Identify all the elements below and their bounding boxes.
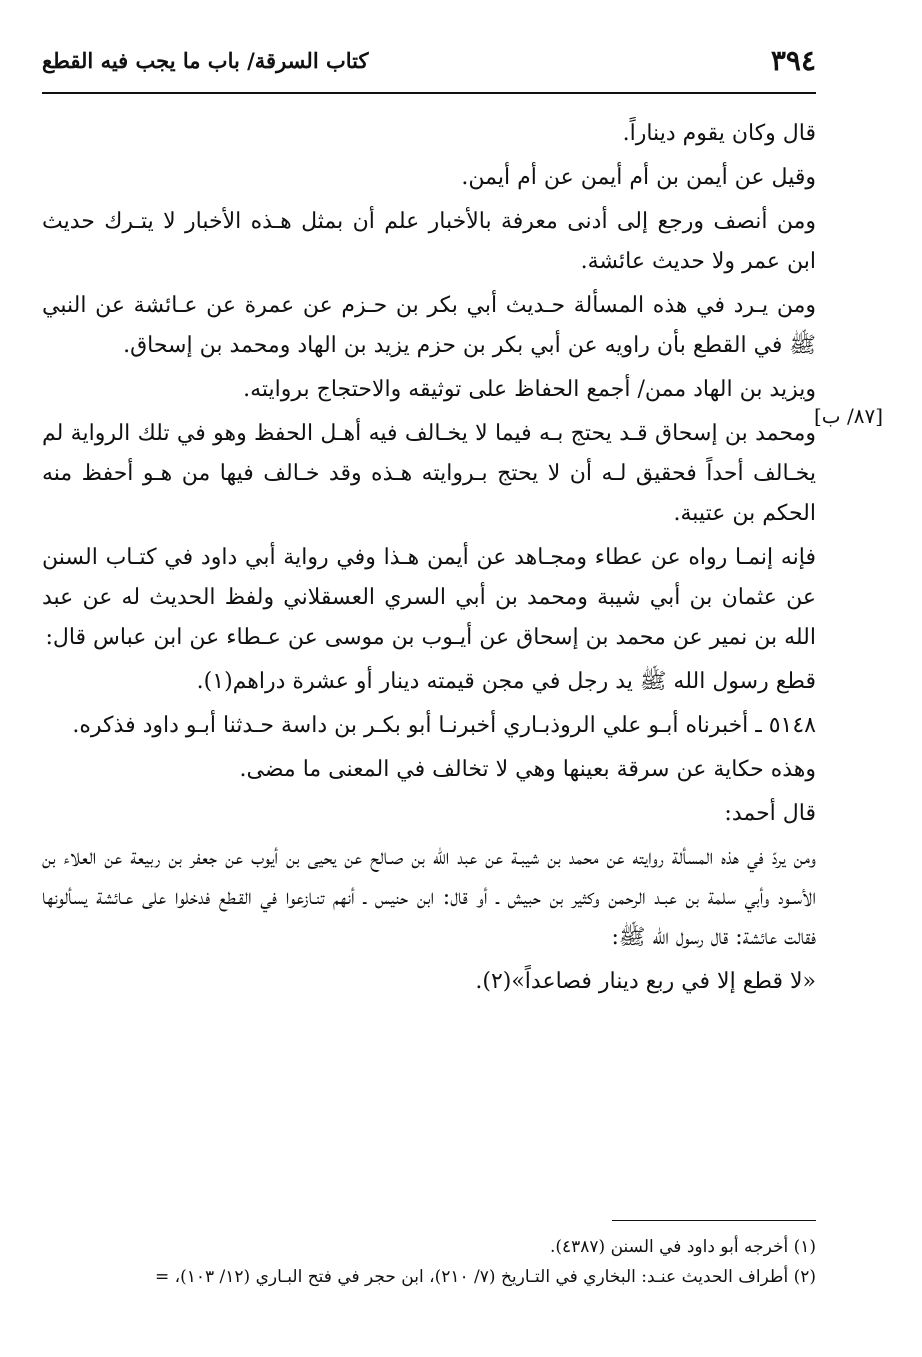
manuscript-folio-note: [٨٧/ ب]: [814, 404, 884, 428]
paragraph-4: ومن يـرد في هذه المسألة حـديث أبي بكر بن حـزم عن عمرة عن عـائشة عن النبي ﷺ في القطع بأن راويه عن أبي بكر بن حزم يزيد بن الهاد ومحمد بن إسحاق.: [42, 293, 816, 358]
paragraph-8-hadith: قطع رسول الله ﷺ يد رجل في مجن قيمته دينار أو عشرة دراهم(١).: [196, 669, 816, 694]
footnote-1: (١) أخرجه أبو داود في السنن (٤٣٨٧).: [549, 1237, 816, 1257]
footnotes: [20, 1232, 816, 1292]
paragraph-10: وهذه حكاية عن سرقة بعينها وهي لا تخالف في المعنى ما مضى.: [239, 757, 816, 782]
running-head: [42, 44, 816, 86]
chapter-title: كتاب السرقة/ باب ما يجب فيه القطع: [42, 48, 369, 73]
paragraph-5: ويزيد بن الهاد ممن/ أجمع الحفاظ على توثيقه والاحتجاج بروايته.: [243, 377, 816, 402]
paragraph-9-numbered: ٥١٤٨ ـ أخبرناه أبـو علي الروذبـاري أخبرنـا أبو بكـر بن داسة حـدثنا أبـو داود فذكره.: [72, 713, 816, 738]
paragraph-6: ومحمد بن إسحاق قـد يحتج بـه فيما لا يخـالف فيه أهـل الحفظ وهو في تلك الرواية لم يخـالف أحداً فحقيق لـه أن لا يحتج بـروايته هـذه وقد خـالف فيها من هـو أحفظ منه الحكم بن عتيبة.: [42, 421, 816, 526]
footnote-divider: [612, 1220, 816, 1221]
paragraph-11: قال أحمد:: [724, 801, 816, 826]
paragraph-12: ومن يردّ في هذه المسألة روايته عن محمد بن شيبـة عن عبد الله بن صـالح عن يحيى بن أيوب عن جعفر بن ربيعة عن العلاء بن الأسـود وأبي سلمة بن عبـد الرحمن وكثير بن حبيش ـ أو قال: ابن حنيس ـ أنهم تنـازعوا في القـطع فدخلوا على عـائشة يسألونها فقالت عائشة: قال رسول الله ﷺ:: [42, 845, 816, 950]
paragraph-2: وقيل عن أيمن بن أم أيمن عن أم أيمن.: [461, 165, 816, 190]
footnote-2: (٢) أطراف الحديث عنـد: البخاري في التـاريخ (٧/ ٢١٠)، ابن حجر في فتح البـاري (١٢/ ١٠٣)، =: [154, 1267, 816, 1287]
paragraph-1: قال وكان يقوم ديناراً.: [622, 121, 816, 146]
paragraph-7: فإنه إنمـا رواه عن عطاء ومجـاهد عن أيمن هـذا وفي رواية أبي داود في كتـاب السنن عن عثمان بن أبي شيبة ومحمد بن أبي السري العسقلاني ولفظ الحديث له عن عبد الله بن نمير عن محمد بن إسحاق عن أيـوب بن موسى عن عـطاء عن ابن عباس قال:: [42, 545, 816, 650]
main-text: [42, 114, 816, 1006]
page-number: ٣٩٤: [770, 44, 816, 77]
header-divider: [42, 92, 816, 94]
paragraph-3: ومن أنصف ورجع إلى أدنى معرفة بالأخبار علم أن بمثل هـذه الأخبار لا يتـرك حديث ابن عمر ولا حديث عائشة.: [42, 209, 816, 274]
paragraph-13-hadith: «لا قطع إلا في ربع دينار فصاعداً»(٢).: [475, 969, 816, 994]
